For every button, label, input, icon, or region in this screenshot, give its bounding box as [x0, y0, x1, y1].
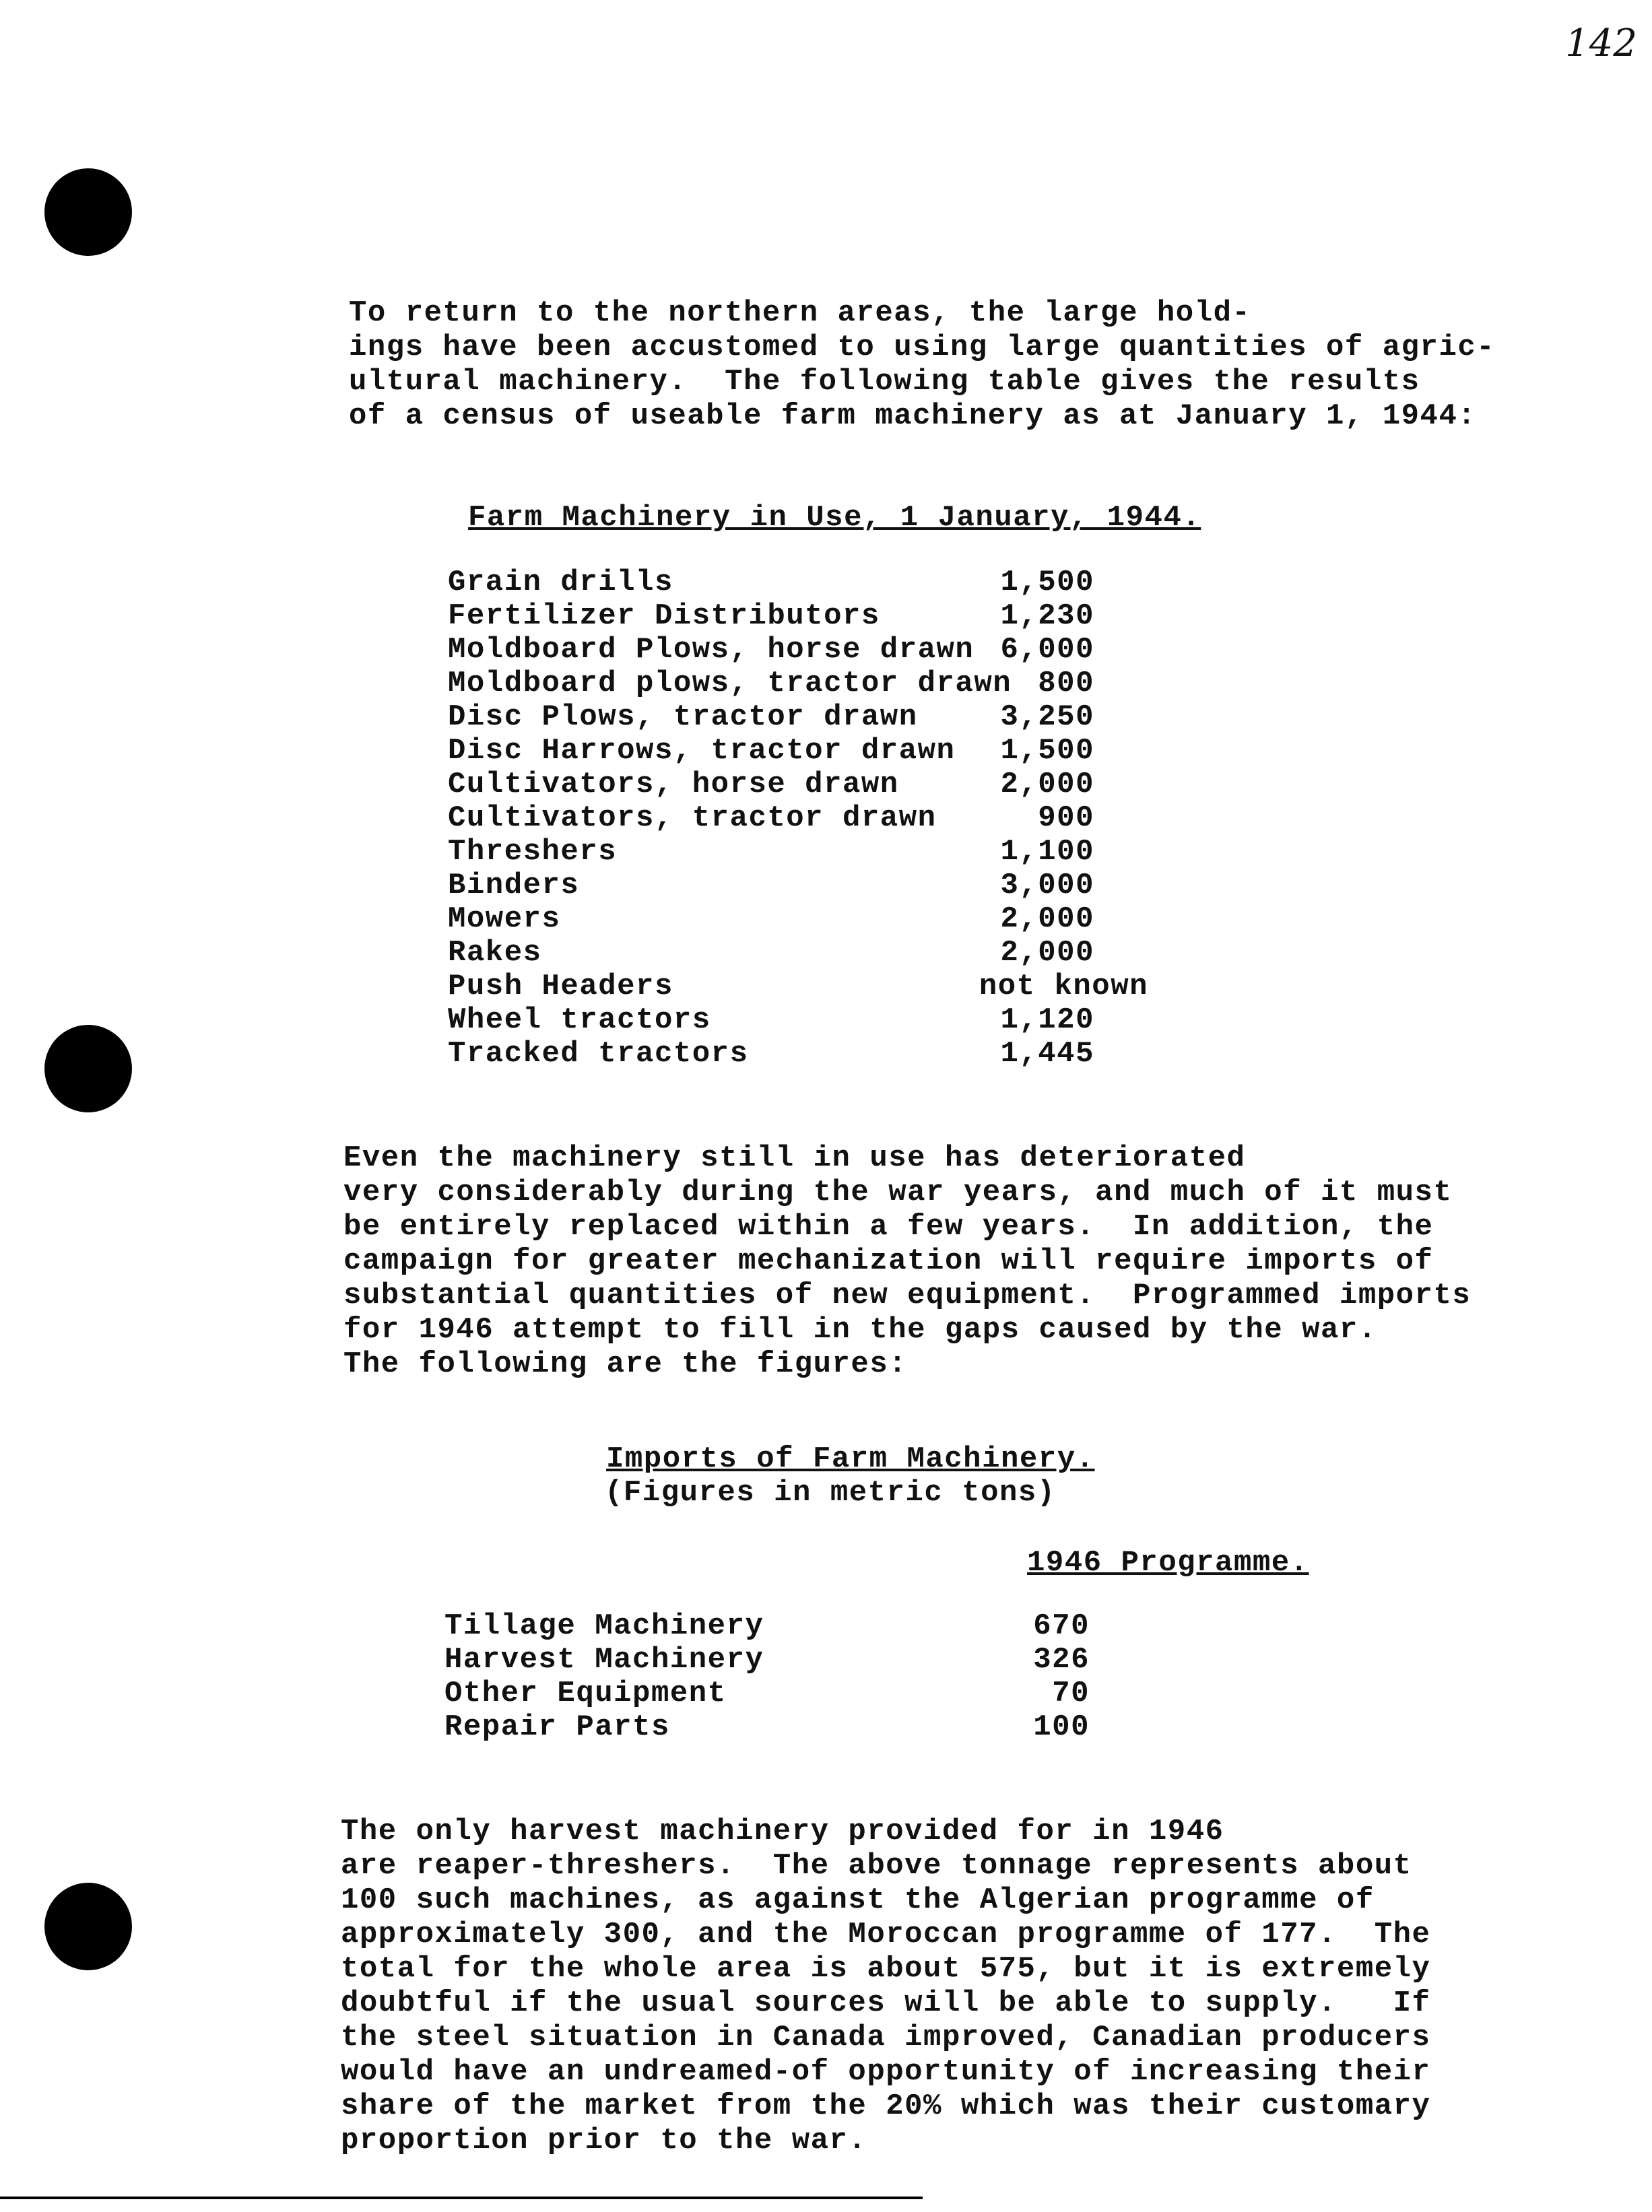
- row-label: Tillage Machinery: [444, 1609, 764, 1643]
- table-row: [448, 869, 1323, 902]
- row-value: 6,000: [1000, 633, 1094, 667]
- table-row: [448, 599, 1323, 633]
- row-label: Rakes: [448, 936, 542, 970]
- row-label: Cultivators, horse drawn: [448, 768, 899, 801]
- page-number: 142: [1565, 22, 1637, 65]
- row-value: 70: [1052, 1677, 1090, 1710]
- row-value: 1,100: [1000, 835, 1094, 869]
- row-value: 2,000: [1000, 936, 1094, 970]
- row-value: 900: [1038, 801, 1094, 835]
- row-value: 2,000: [1000, 902, 1094, 936]
- row-label: Repair Parts: [444, 1710, 670, 1744]
- row-value: 326: [1033, 1643, 1090, 1677]
- table-row: [444, 1677, 1320, 1710]
- row-value: 100: [1033, 1710, 1090, 1744]
- row-value: 800: [1038, 667, 1094, 700]
- row-value: 670: [1033, 1609, 1090, 1643]
- punch-hole: [44, 168, 132, 256]
- table-row: [448, 902, 1323, 936]
- table-row: [448, 970, 1323, 1003]
- row-label: Threshers: [448, 835, 618, 869]
- table-row: [448, 700, 1323, 734]
- row-value: not known: [979, 970, 1148, 1003]
- table-row: [448, 1003, 1323, 1037]
- paragraph-intro: To return to the northern areas, the large hold- ings have been accustomed to using large quantities of agric- ultural machinery. The following table gives the results of a census of useable farm machinery as at January 1, 1944:: [349, 296, 1496, 433]
- table-row: [448, 734, 1323, 768]
- row-label: Moldboard Plows, horse drawn: [448, 633, 974, 667]
- imports-table: [444, 1609, 1320, 1757]
- row-value: 1,500: [1000, 566, 1094, 599]
- table-row: [444, 1643, 1320, 1677]
- row-label: Other Equipment: [444, 1677, 727, 1710]
- farm-machinery-table: [448, 566, 1323, 1077]
- table-row: [448, 801, 1323, 835]
- row-value: 2,000: [1000, 768, 1094, 801]
- row-label: Grain drills: [448, 566, 673, 599]
- table-row: [448, 566, 1323, 599]
- column-header-programme: 1946 Programme.: [1027, 1546, 1309, 1580]
- table-title-farm-machinery: Farm Machinery in Use, 1 January, 1944.: [468, 501, 1201, 535]
- punch-hole: [44, 1883, 132, 1970]
- row-label: Harvest Machinery: [444, 1643, 764, 1677]
- table-row: [448, 835, 1323, 869]
- row-label: Disc Harrows, tractor drawn: [448, 734, 956, 768]
- table-title-imports: Imports of Farm Machinery.: [606, 1442, 1095, 1476]
- punch-hole: [44, 1025, 132, 1112]
- table-row: [448, 1037, 1323, 1071]
- table-subtitle-units: (Figures in metric tons): [605, 1476, 1056, 1510]
- paragraph-deterioration: Even the machinery still in use has deteriorated very considerably during the war years, and much of it must be entirely replaced within a few years. In addition, the campaign for greater mechanization will require imports of substantial quantities of new equipment. Programmed imports for 1946 attempt to fill in the gaps caused by the war. The following are the figures:: [343, 1141, 1472, 1381]
- table-row: [448, 633, 1323, 667]
- table-row: [444, 1609, 1320, 1643]
- table-row: [448, 936, 1323, 970]
- table-row: [448, 768, 1323, 801]
- row-label: Tracked tractors: [448, 1037, 749, 1071]
- paragraph-harvest-machinery: The only harvest machinery provided for in 1946 are reaper-threshers. The above tonnage represents about 100 such machines, as against the Algerian programme of approximately 300, and the Moroccan programme of 177. The total for the whole area is about 575, but it is extremely doubtful if the usual sources will be able to supply. If the steel situation in Canada improved, Canadian producers would have an undreamed-of opportunity of increasing their share of the market from the 20% which was their customary proportion prior to the war.: [341, 1815, 1431, 2157]
- table-row: [444, 1710, 1320, 1744]
- row-value: 1,120: [1000, 1003, 1094, 1037]
- row-label: Fertilizer Distributors: [448, 599, 880, 633]
- row-label: Push Headers: [448, 970, 673, 1003]
- row-label: Binders: [448, 869, 580, 902]
- row-label: Wheel tractors: [448, 1003, 711, 1037]
- row-value: 1,445: [1000, 1037, 1094, 1071]
- row-label: Mowers: [448, 902, 561, 936]
- row-label: Disc Plows, tractor drawn: [448, 700, 918, 734]
- table-row: [448, 667, 1323, 700]
- row-label: Cultivators, tractor drawn: [448, 801, 937, 835]
- row-value: 3,000: [1000, 869, 1094, 902]
- row-label: Moldboard plows, tractor drawn: [448, 667, 1012, 700]
- bottom-rule: [0, 2197, 923, 2199]
- row-value: 3,250: [1000, 700, 1094, 734]
- row-value: 1,500: [1000, 734, 1094, 768]
- row-value: 1,230: [1000, 599, 1094, 633]
